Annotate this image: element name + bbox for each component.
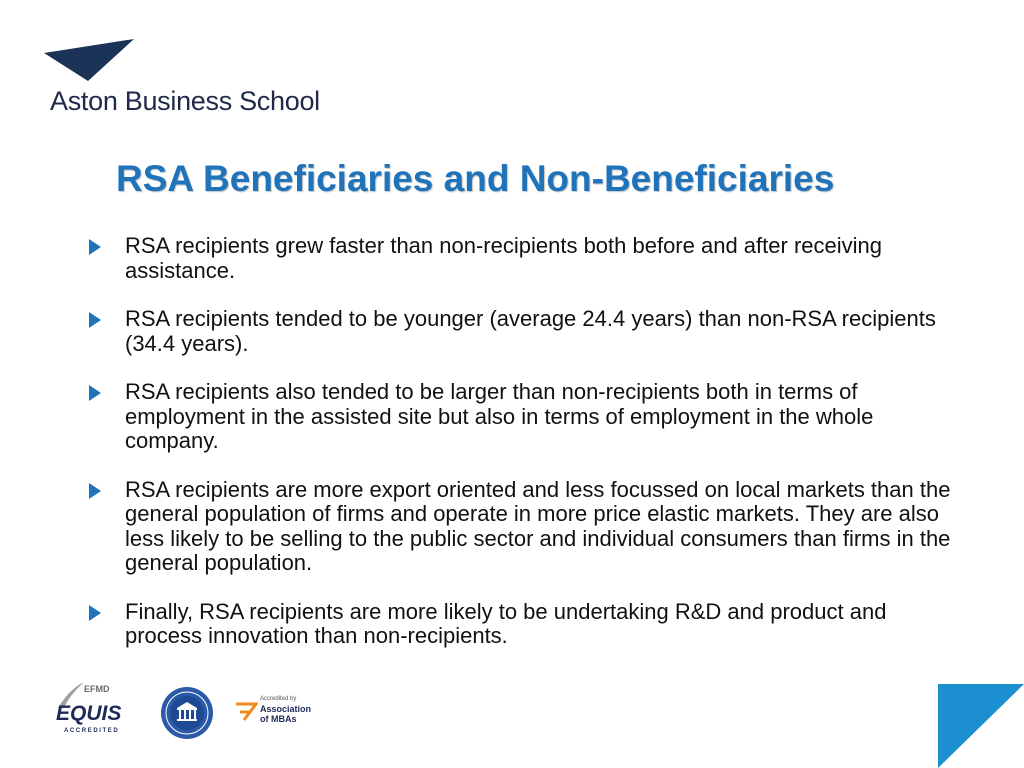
bullet-item <box>86 307 966 356</box>
school-logo <box>44 36 364 116</box>
school-name: Aston Business School <box>50 86 320 116</box>
bullet-text: Finally, RSA recipients are more likely to be undertaking R&D and product and process innovation than non-recipients. <box>125 598 887 648</box>
triangle-right-icon <box>89 605 101 621</box>
slide-title: RSA Beneficiaries and Non-Beneficiaries <box>116 158 835 199</box>
equis-logo <box>54 680 138 740</box>
bullet-text: RSA recipients are more export oriented and less focussed on local markets than the general population of firms and operate in more price elastic markets. They are also less likely to be selling to the public sector and individual consumers than firms in the general population. <box>125 476 951 575</box>
amba-name: Association of MBAs <box>260 704 312 724</box>
equis-efmd-label: EFMD <box>84 684 110 694</box>
triangle-right-icon <box>89 385 101 401</box>
bullet-item <box>86 234 966 283</box>
bullet-item <box>86 478 966 576</box>
logo-triangle-icon <box>44 36 144 86</box>
amba-accredited-label: Accredited by <box>260 696 297 702</box>
bullet-text: RSA recipients tended to be younger (average 24.4 years) than non-RSA recipients (34.4 years). <box>125 306 936 356</box>
equis-wordmark: EQUIS <box>56 702 122 725</box>
bullet-item <box>86 380 966 454</box>
corner-triangle-icon <box>938 684 1024 768</box>
aacsb-seal-icon <box>160 686 214 740</box>
triangle-right-icon <box>89 483 101 499</box>
accreditation-logos <box>54 680 374 750</box>
amba-logo <box>234 694 324 734</box>
bullet-item <box>86 600 966 649</box>
bullet-text: RSA recipients also tended to be larger than non-recipients both in terms of employment in the assisted site but also in terms of employment in the whole company. <box>125 379 874 453</box>
amba-mark-icon <box>234 700 258 722</box>
triangle-right-icon <box>89 239 101 255</box>
triangle-right-icon <box>89 312 101 328</box>
equis-accredited-label: ACCREDITED <box>64 728 120 734</box>
bullet-text: RSA recipients grew faster than non-recipients both before and after receiving assistance. <box>125 233 882 283</box>
bullet-list <box>86 234 966 673</box>
